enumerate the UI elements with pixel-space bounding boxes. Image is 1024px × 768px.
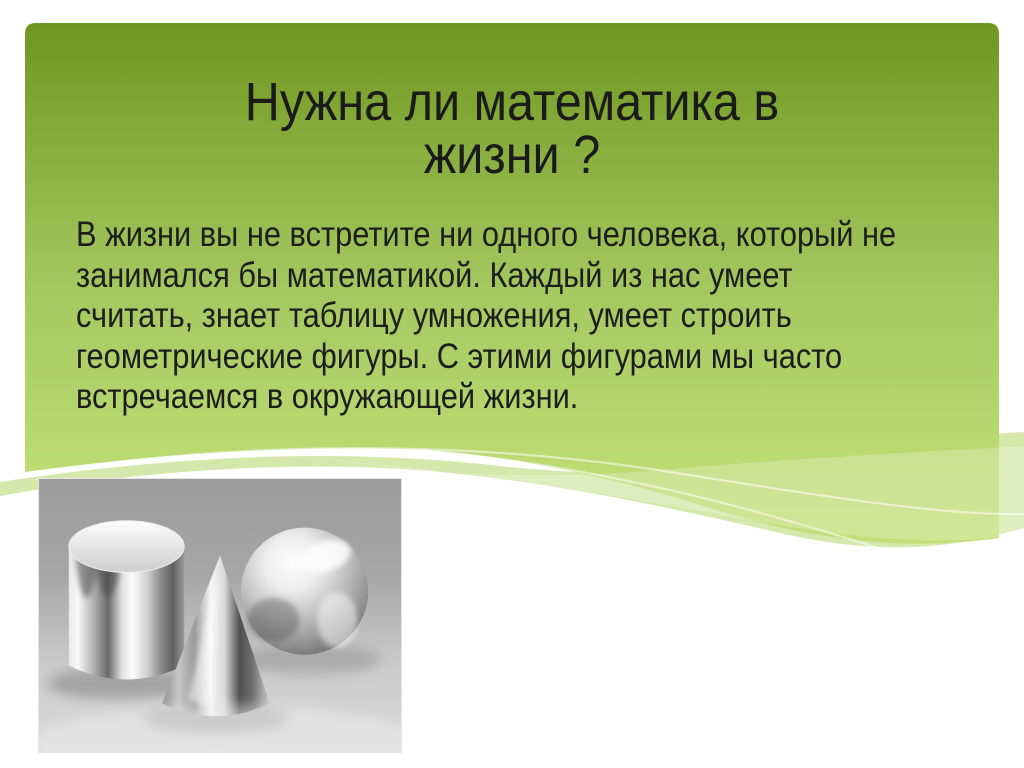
- metallic-solids-photo: [38, 478, 402, 753]
- title-line-1: Нужна ли математика в: [244, 72, 780, 132]
- body-line: В жизни вы не встретите ни одного человека, который не: [76, 215, 897, 254]
- metallic-solids-graphic: [39, 479, 401, 752]
- sphere-dark-reflection: [248, 598, 300, 642]
- body-line: занимался бы математикой. Каждый из нас умеет: [76, 255, 793, 295]
- body-line: встречаемся в окружающей жизни.: [76, 377, 579, 416]
- body-line: геометрические фигуры. С этими фигурами мы часто: [76, 336, 843, 376]
- cylinder-top-face: [69, 521, 184, 573]
- sphere-reflection: [317, 592, 357, 648]
- title-line-2: жизни ?: [423, 125, 601, 185]
- slide-body-text: [76, 215, 956, 418]
- body-line: считать, знает таблицу умножения, умеет строить: [76, 296, 792, 335]
- slide-title: [74, 72, 951, 185]
